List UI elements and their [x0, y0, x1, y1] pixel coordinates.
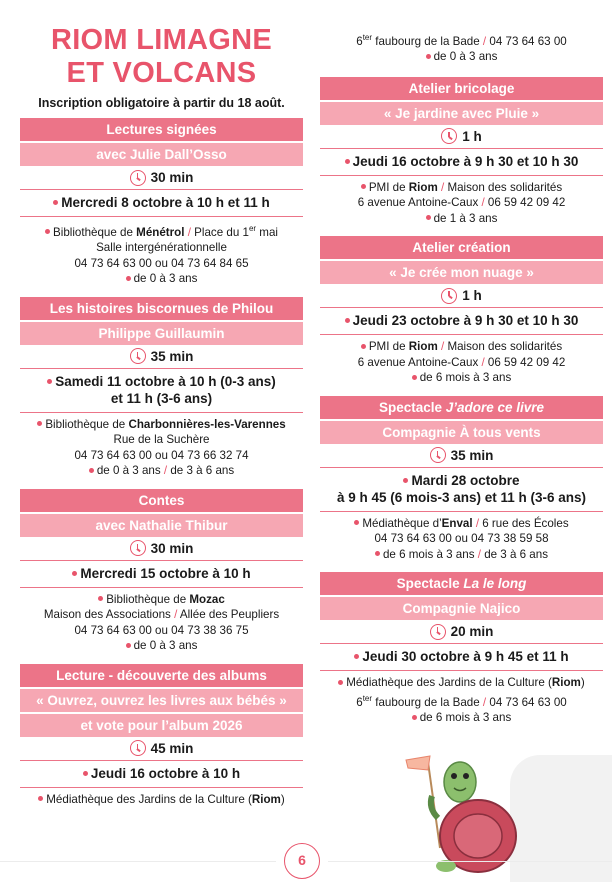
event-info: Médiathèque d’Enval / 6 rue des Écoles 04 73 64 63 00 ou 04 73 38 59 58 de 6 mois à 3 ans / de 3 à 6 ans — [320, 512, 603, 563]
event-date: Jeudi 16 octobre à 10 h — [20, 761, 303, 788]
clock-icon — [130, 170, 146, 186]
event-subtitle: avec Nathalie Thibur — [20, 514, 303, 537]
bullet-icon — [345, 159, 350, 164]
event-date: Mercredi 15 octobre à 10 h — [20, 561, 303, 588]
bullet-icon — [426, 215, 431, 220]
bullet-icon — [89, 468, 94, 473]
event-duration: 20 min — [320, 620, 603, 644]
clock-icon — [441, 128, 457, 144]
event-subtitle: « Je crée mon nuage » — [320, 261, 603, 284]
event-info: Bibliothèque de Mozac Maison des Associations / Allée des Peupliers 04 73 64 63 00 ou 04 73 38 36 75 de 0 à 3 ans — [43, 592, 280, 653]
bullet-icon — [45, 229, 50, 234]
bullet-icon — [354, 520, 359, 525]
event-duration: 35 min — [20, 345, 303, 369]
event-title: Spectacle La le long — [320, 572, 603, 595]
clock-icon — [130, 540, 146, 556]
bullet-icon — [37, 421, 42, 426]
event-title: Lectures signées — [20, 118, 303, 141]
event-info: PMI de Riom / Maison des solidarités 6 avenue Antoine-Caux / 06 59 42 09 42 de 6 mois à 3 ans — [357, 340, 566, 385]
bullet-icon — [412, 375, 417, 380]
right-column — [320, 30, 603, 726]
event-subtitle: Compagnie À tous vents — [320, 421, 603, 444]
bullet-icon — [345, 318, 350, 323]
clock-icon — [441, 288, 457, 304]
event-info: PMI de Riom / Maison des solidarités 6 avenue Antoine-Caux / 06 59 42 09 42 de 1 à 3 ans — [357, 180, 566, 225]
bullet-icon — [361, 344, 366, 349]
bullet-icon — [98, 596, 103, 601]
event-subtitle: « Ouvrez, ouvrez les livres aux bébés » — [20, 689, 303, 712]
event-date: Jeudi 16 octobre à 9 h 30 et 10 h 30 — [320, 149, 603, 176]
event-duration: 35 min — [320, 444, 603, 468]
footer-divider-right — [328, 861, 612, 862]
clock-icon — [430, 447, 446, 463]
event-title: Lecture - découverte des albums — [20, 664, 303, 687]
bullet-icon — [72, 571, 77, 576]
event-info: Médiathèque des Jardins de la Culture (Riom) — [20, 788, 303, 808]
event-subtitle: « Je jardine avec Pluie » — [320, 102, 603, 125]
event-contes — [20, 489, 303, 654]
event-duration: 1 h — [320, 284, 603, 308]
event-lectures-signees — [20, 118, 303, 287]
clock-icon — [130, 740, 146, 756]
event-date: Jeudi 23 octobre à 9 h 30 et 10 h 30 — [320, 308, 603, 335]
bullet-icon — [38, 796, 43, 801]
left-column — [20, 24, 303, 807]
event-date: Mercredi 8 octobre à 10 h et 11 h — [20, 190, 303, 217]
event-duration: 1 h — [320, 125, 603, 149]
decorative-panel — [510, 755, 612, 882]
event-date: Mardi 28 octobre à 9 h 45 (6 mois-3 ans) et 11 h (3-6 ans) — [320, 468, 603, 512]
footer-divider-left — [0, 861, 276, 862]
event-duration: 45 min — [20, 737, 303, 761]
bullet-icon — [426, 54, 431, 59]
event-info: Bibliothèque de Ménétrol / Place du 1er mai Salle intergénérationnelle 04 73 64 63 00 ou 04 73 64 84 65 de 0 à 3 ans — [20, 217, 303, 287]
event-subtitle: Compagnie Najico — [320, 597, 603, 620]
bullet-icon — [126, 276, 131, 281]
event-subtitle: Philippe Guillaumin — [20, 322, 303, 345]
page-number: 6 — [284, 843, 320, 879]
bullet-icon — [53, 200, 58, 205]
event-info-continued: $6^{ter}$ faubourg de la Bade / 04 73 64 63 00 de 0 à 3 ans — [356, 33, 567, 64]
event-date: Jeudi 30 octobre à 9 h 45 et 11 h — [320, 644, 603, 671]
event-title: Spectacle J’adore ce livre — [320, 396, 603, 419]
bullet-icon — [126, 643, 131, 648]
event-atelier-creation — [320, 236, 603, 386]
bullet-icon — [412, 715, 417, 720]
event-spectacle-jadore — [320, 396, 603, 563]
bullet-icon — [83, 771, 88, 776]
bullet-icon — [361, 184, 366, 189]
event-subtitle: avec Julie Dall’Osso — [20, 143, 303, 166]
event-atelier-bricolage — [320, 77, 603, 227]
event-histoires-biscornues — [20, 297, 303, 479]
event-title: Les histoires biscornues de Philou — [20, 297, 303, 320]
clock-icon — [430, 624, 446, 640]
bullet-icon — [375, 551, 380, 556]
event-lecture-decouverte — [20, 664, 303, 808]
registration-note: Inscription obligatoire à partir du 18 août. — [38, 96, 285, 110]
event-duration: 30 min — [20, 166, 303, 190]
event-subtitle-2: et vote pour l’album 2026 — [20, 714, 303, 737]
bullet-icon — [47, 379, 52, 384]
event-title: Contes — [20, 489, 303, 512]
bullet-icon — [354, 654, 359, 659]
bullet-icon — [403, 478, 408, 483]
event-duration: 30 min — [20, 537, 303, 561]
event-info: Médiathèque des Jardins de la Culture (Riom) $6^{ter}$ faubourg de la Bade / 04 73 64 63 00 de 6 mois à 3 ans — [320, 671, 603, 725]
event-title: Atelier bricolage — [320, 77, 603, 100]
event-spectacle-la-le-long — [320, 572, 603, 725]
event-info: Bibliothèque de Charbonnières-les-Varennes Rue de la Suchère 04 73 64 63 00 ou 04 73 66 32 74 de 0 à 3 ans / de 3 à 6 ans — [20, 413, 303, 479]
clock-icon — [130, 348, 146, 364]
bullet-icon — [338, 680, 343, 685]
page-title: RIOM LIMAGNE ET VOLCANS — [50, 24, 273, 89]
event-date: Samedi 11 octobre à 10 h (0-3 ans) et 11 h (3-6 ans) — [20, 369, 303, 413]
event-title: Atelier création — [320, 236, 603, 259]
